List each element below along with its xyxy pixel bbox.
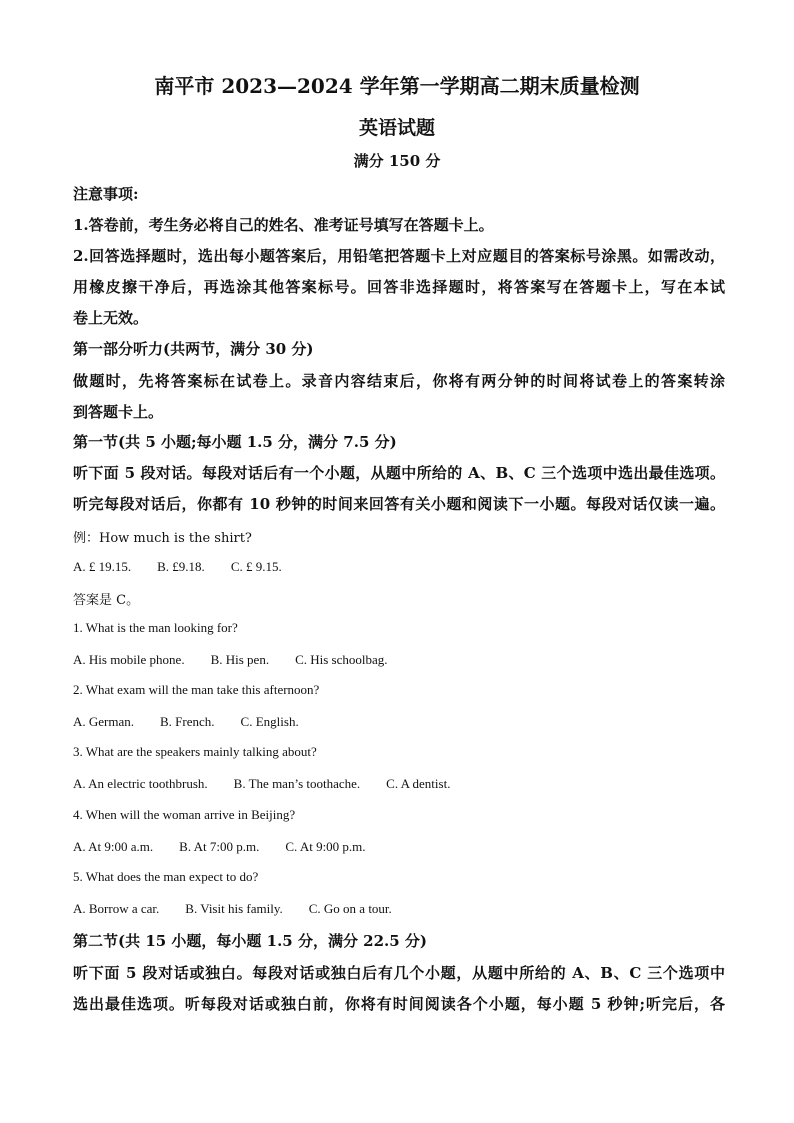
question-3-options <box>73 775 725 793</box>
example-option-b: B. £9.18. <box>157 559 205 574</box>
q1-option-a: A. His mobile phone. <box>73 652 185 667</box>
section2-heading: 第二节(共 15 小题，每小题 1.5 分，满分 22.5 分) <box>73 932 428 950</box>
notice-heading: 注意事项: <box>73 185 139 203</box>
question-5: 5. What does the man expect to do? <box>73 869 259 884</box>
example-answer: 答案是 C。 <box>73 593 140 608</box>
question-4-options <box>73 838 725 856</box>
q2-option-b: B. French. <box>160 714 215 729</box>
section2-instruction-line-2: 选出最佳选项。听每段对话或独白前，你将有时间阅读各个小题，每小题 5 秒钟;听完后，各 <box>73 995 725 1013</box>
q3-option-a: A. An electric toothbrush. <box>73 776 208 791</box>
section1-heading: 第一节(共 5 小题;每小题 1.5 分，满分 7.5 分) <box>73 433 397 451</box>
part1-heading: 第一部分听力(共两节，满分 30 分) <box>73 340 314 358</box>
question-5-options <box>73 900 725 918</box>
notice-item-2-line-3: 卷上无效。 <box>73 309 149 327</box>
example-options <box>73 558 725 576</box>
exam-title: 南平市 2023—2024 学年第一学期高二期末质量检测 <box>154 74 640 98</box>
notice-item-2-line-2: 用橡皮擦干净后，再选涂其他答案标号。回答非选择题时，将答案写在答题卡上，写在本试 <box>73 278 725 296</box>
notice-item-1: 1.答卷前，考生务必将自己的姓名、准考证号填写在答题卡上。 <box>73 216 494 234</box>
example-option-a: A. £ 19.15. <box>73 559 132 574</box>
section1-instruction-line-1: 听下面 5 段对话。每段对话后有一个小题，从题中所给的 A、B、C 三个选项中选出最佳选项。 <box>73 464 725 482</box>
question-1-options <box>73 651 725 669</box>
q1-option-c: C. His schoolbag. <box>295 652 388 667</box>
q5-option-c: C. Go on a tour. <box>308 901 392 916</box>
section1-instruction-line-2: 听完每段对话后，你都有 10 秒钟的时间来回答有关小题和阅读下一小题。每段对话仅读一遍。 <box>73 495 725 513</box>
question-4: 4. When will the woman arrive in Beijing? <box>73 807 296 822</box>
full-score: 满分 150 分 <box>353 152 441 170</box>
q5-option-b: B. Visit his family. <box>185 901 283 916</box>
part1-intro-line-1: 做题时，先将答案标在试卷上。录音内容结束后，你将有两分钟的时间将试卷上的答案转涂 <box>73 372 725 390</box>
q5-option-a: A. Borrow a car. <box>73 901 160 916</box>
q4-option-a: A. At 9:00 a.m. <box>73 839 154 854</box>
subject-title: 英语试题 <box>358 117 435 139</box>
q2-option-a: A. German. <box>73 714 135 729</box>
notice-item-2-line-1: 2.回答选择题时，选出每小题答案后，用铅笔把答题卡上对应题目的答案标号涂黑。如需改动， <box>73 247 725 265</box>
q1-option-b: B. His pen. <box>210 652 270 667</box>
example-option-c: C. £ 9.15. <box>230 559 282 574</box>
q4-option-c: C. At 9:00 p.m. <box>285 839 366 854</box>
question-3: 3. What are the speakers mainly talking about? <box>73 744 317 759</box>
question-1: 1. What is the man looking for? <box>73 620 238 635</box>
example-question: 例：How much is the shirt? <box>73 531 252 546</box>
q4-option-b: B. At 7:00 p.m. <box>179 839 260 854</box>
section2-instruction-line-1: 听下面 5 段对话或独白。每段对话或独白后有几个小题，从题中所给的 A、B、C 三个选项中 <box>73 964 725 982</box>
q3-option-c: C. A dentist. <box>386 776 451 791</box>
q2-option-c: C. English. <box>240 714 299 729</box>
question-2-options <box>73 713 725 731</box>
question-2: 2. What exam will the man take this afternoon? <box>73 682 320 697</box>
part1-intro-line-2: 到答题卡上。 <box>73 403 164 421</box>
q3-option-b: B. The man’s toothache. <box>233 776 361 791</box>
